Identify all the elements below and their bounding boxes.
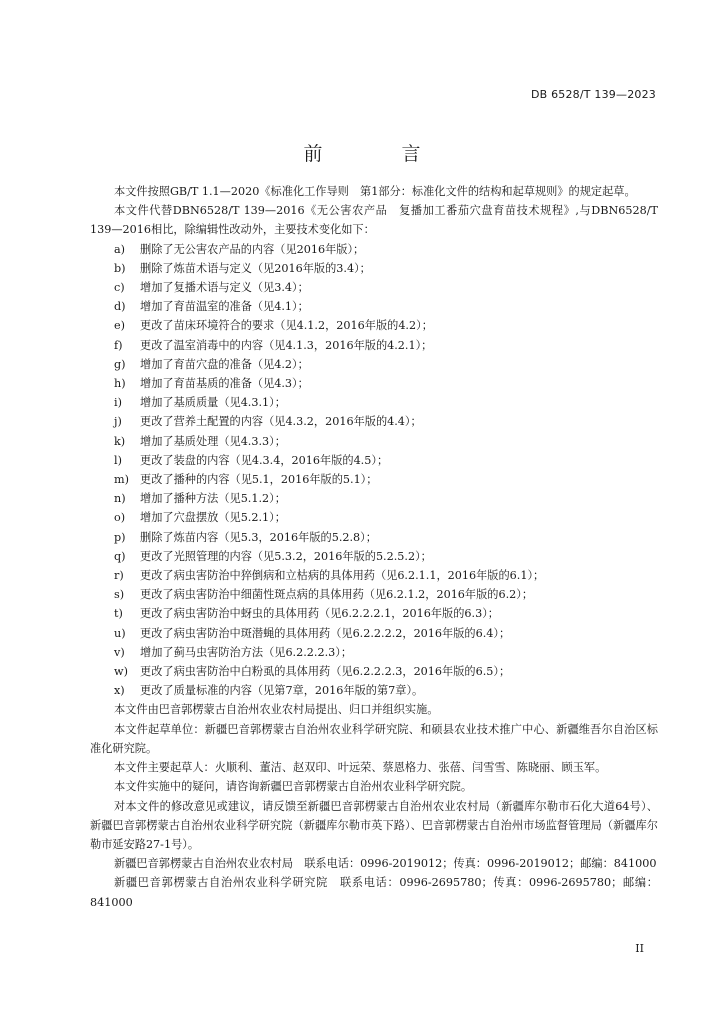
change-item-text: 增加了育苗基质的准备（见4.3）； <box>140 377 309 391</box>
change-item-key: w) <box>114 665 128 679</box>
change-item <box>90 547 658 566</box>
change-item <box>90 624 658 643</box>
change-item-key: v) <box>114 645 125 659</box>
change-item-text: 删除了无公害农产品的内容（见2016年版）； <box>140 242 365 256</box>
change-item-text: 更改了病虫害防治中猝倒病和立枯病的具体用药（见6.2.1.1，2016年版的6.1）； <box>140 569 545 583</box>
change-item <box>90 355 658 374</box>
change-item-key: o) <box>114 511 126 525</box>
change-item-text: 更改了营养土配置的内容（见4.3.2，2016年版的4.4）； <box>140 415 422 429</box>
change-item-key: e) <box>114 319 125 333</box>
change-item <box>90 259 658 278</box>
change-item <box>90 374 658 393</box>
change-item-text: 更改了病虫害防治中细菌性斑点病的具体用药（见6.2.1.2，2016年版的6.2）； <box>140 588 534 602</box>
change-item-key: a) <box>114 242 126 256</box>
change-item <box>90 412 658 431</box>
change-item <box>90 451 658 470</box>
change-item-key: r) <box>114 569 124 583</box>
change-list <box>90 240 658 701</box>
change-item <box>90 489 658 508</box>
change-item <box>90 566 658 585</box>
change-item-key: x) <box>114 684 125 698</box>
change-item <box>90 585 658 604</box>
change-item-key: t) <box>114 607 123 621</box>
change-item-text: 增加了播种方法（见5.1.2）； <box>140 492 286 506</box>
change-item-text: 增加了穴盘摆放（见5.2.1）； <box>140 511 286 525</box>
change-item-key: k) <box>114 434 126 448</box>
proposer-paragraph: 本文件由巴音郭楞蒙古自治州农业农村局提出、归口并组织实施。 <box>114 703 439 717</box>
inquiry-paragraph: 本文件实施中的疑问，请咨询新疆巴音郭楞蒙古自治州农业科学研究院。 <box>114 780 473 794</box>
change-item <box>90 643 658 662</box>
change-item-text: 增加了复播术语与定义（见3.4）； <box>140 281 309 295</box>
drafters-paragraph: 本文件主要起草人：火顺利、董洁、赵双印、叶远荣、蔡恩格力、张蓓、闫雪雪、陈晓丽、顾玉军。 <box>114 761 607 775</box>
change-item-text: 更改了质量标准的内容（见第7章，2016年版的第7章）。 <box>140 684 424 698</box>
change-item <box>90 316 658 335</box>
change-item-key: p) <box>114 530 126 544</box>
change-item-text: 更改了病虫害防治中蚜虫的具体用药（见6.2.2.2.1，2016年版的6.3）； <box>140 607 499 621</box>
change-item-text: 更改了温室消毒中的内容（见4.1.3，2016年版的4.2.1）； <box>140 338 433 352</box>
change-item-text: 删除了炼苗内容（见5.3，2016年版的5.2.8）； <box>140 530 377 544</box>
change-item-text: 更改了苗床环境符合的要求（见4.1.2，2016年版的4.2）； <box>140 319 433 333</box>
change-item-key: u) <box>114 626 126 640</box>
intro-paragraph-2: 本文件代替DBN6528/T 139—2016《无公害农产品 复播加工番茄穴盘育苗技术规程》,与DBN6528/T 139—2016相比，除编辑性改动外，主要技术变化如下： <box>90 204 658 237</box>
change-item <box>90 662 658 681</box>
change-item-text: 增加了蓟马虫害防治方法（见6.2.2.2.3）； <box>140 645 353 659</box>
change-item-key: i) <box>114 396 122 410</box>
change-item <box>90 508 658 527</box>
intro-paragraph-1: 本文件按照GB/T 1.1—2020《标准化工作导则 第1部分：标准化文件的结构和起草规则》的规定起草。 <box>114 185 636 198</box>
change-item <box>90 432 658 451</box>
change-item-key: m) <box>114 473 129 487</box>
change-item-key: q) <box>114 549 126 563</box>
change-item-text: 增加了育苗穴盘的准备（见4.2）； <box>140 357 309 371</box>
change-item <box>90 336 658 355</box>
change-item-text: 增加了育苗温室的准备（见4.1）； <box>140 300 309 314</box>
change-item-text: 删除了炼苗术语与定义（见2016年版的3.4）； <box>140 261 371 275</box>
change-item-key: g) <box>114 357 126 371</box>
change-item-key: b) <box>114 261 126 275</box>
change-item <box>90 604 658 623</box>
change-item-text: 增加了基质质量（见4.3.1）； <box>140 396 286 410</box>
change-item-key: d) <box>114 300 126 314</box>
change-item-key: n) <box>114 492 126 506</box>
change-item <box>90 681 658 700</box>
change-item-key: h) <box>114 377 126 391</box>
contact-line-1: 新疆巴音郭楞蒙古自治州农业农村局 联系电话：0996-2019012；传真：0996-2019012；邮编：841000 <box>114 857 657 871</box>
change-item <box>90 278 658 297</box>
page-number: II <box>635 942 644 955</box>
change-item-key: c) <box>114 281 125 295</box>
change-item-text: 更改了病虫害防治中白粉虱的具体用药（见6.2.2.2.3，2016年版的6.5）； <box>140 665 511 679</box>
page-title: 前 言 <box>303 142 451 165</box>
drafting-units-paragraph: 本文件起草单位：新疆巴音郭楞蒙古自治州农业科学研究院、和硕县农业技术推广中心、新疆维吾尔自治区标准化研究院。 <box>90 722 658 755</box>
document-body <box>90 182 658 912</box>
change-item-text: 更改了病虫害防治中斑潜蝇的具体用药（见6.2.2.2.2，2016年版的6.4）； <box>140 626 511 640</box>
change-item <box>90 297 658 316</box>
change-item-text: 更改了播种的内容（见5.1，2016年版的5.1）； <box>140 473 378 487</box>
change-item-key: f) <box>114 338 123 352</box>
change-item-key: l) <box>114 453 122 467</box>
standard-code: DB 6528/T 139—2023 <box>530 88 656 101</box>
change-item-text: 更改了光照管理的内容（见5.3.2，2016年版的5.2.5.2）； <box>140 549 432 563</box>
change-item-text: 更改了装盘的内容（见4.3.4，2016年版的4.5）； <box>140 453 389 467</box>
change-item-key: j) <box>114 415 122 429</box>
contact-line-2: 新疆巴音郭楞蒙古自治州农业科学研究院 联系电话：0996-2695780；传真：0996-2695780；邮编：841000 <box>90 876 658 909</box>
change-item <box>90 528 658 547</box>
change-item-key: s) <box>114 588 125 602</box>
change-item-text: 增加了基质处理（见4.3.3）； <box>140 434 286 448</box>
change-item <box>90 470 658 489</box>
change-item <box>90 393 658 412</box>
change-item <box>90 240 658 259</box>
feedback-paragraph: 对本文件的修改意见或建议，请反馈至新疆巴音郭楞蒙古自治州农业农村局（新疆库尔勒市石化大道64号）、新疆巴音郭楞蒙古自治州农业科学研究院（新疆库尔勒市英下路）、巴音郭楞蒙古自治州市场监督管理局（新疆库尔勒市延安路27-1号）。 <box>90 799 658 851</box>
